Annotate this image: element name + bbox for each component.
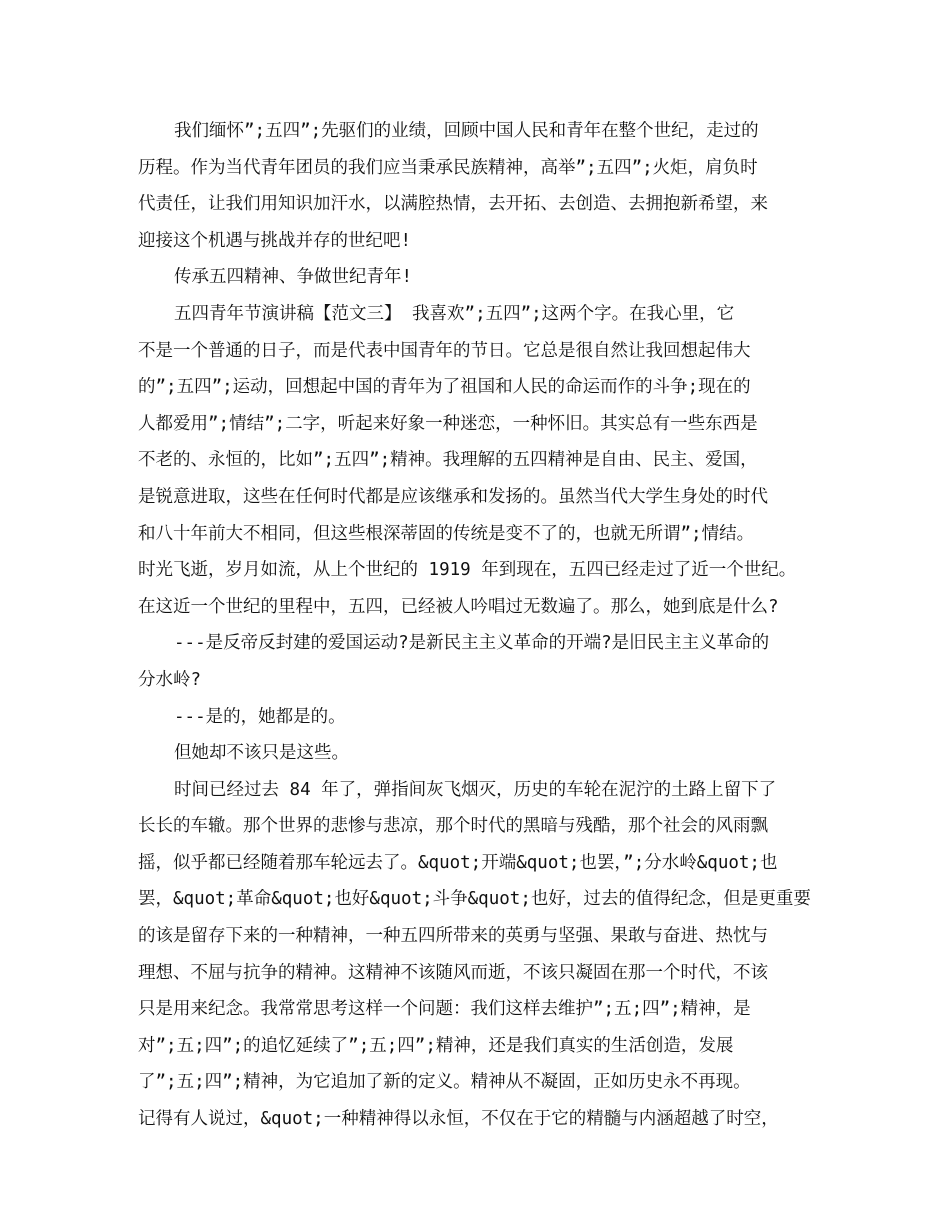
text-line: 五四青年节演讲稿【范文三】 我喜欢”;五四”;这两个字。在我心里，它 [174, 303, 735, 324]
text-line: 时光飞逝，岁月如流，从上个世纪的 1919 年到现在，五四已经走过了近一个世纪。 [138, 560, 797, 581]
document-body [138, 113, 818, 1138]
text-line: 不老的、永恒的，比如”;五四”;精神。我理解的五四精神是自由、民主、爱国， [138, 450, 758, 471]
text-line: 长长的车辙。那个世界的悲惨与悲凉，那个时代的黑暗与残酷，那个社会的风雨飘 [138, 816, 768, 837]
text-line: 我们缅怀”;五四”;先驱们的业绩，回顾中国人民和青年在整个世纪，走过的 [174, 121, 759, 141]
text-line: 记得有人说过，&quot;一种精神得以永恒，不仅在于它的精髓与内涵超越了时空， [138, 1109, 779, 1130]
text-line: 对”;五;四”;的追忆延续了”;五;四”;精神，还是我们真实的生活创造，发展 [138, 1035, 734, 1056]
text-line: 的”;五四”;运动，回想起中国的青年为了祖国和人民的命运而作的斗争;现在的 [138, 377, 751, 398]
text-line: 只是用来纪念。我常常思考这样一个问题：我们这样去维护”;五;四”;精神，是 [138, 999, 751, 1020]
text-line: ---是的，她都是的。 [174, 706, 346, 727]
text-line: 在这近一个世纪的里程中，五四，已经被人吟唱过无数遍了。那么，她到底是什么? [138, 596, 779, 617]
text-line: 迎接这个机遇与挑战并存的世纪吧! [138, 230, 412, 251]
text-line: 的该是留存下来的一种精神，一种五四所带来的英勇与坚强、果敢与奋进、热忱与 [138, 926, 768, 947]
text-line: 摇，似乎都已经随着那车轮远去了。&quot;开端&quot;也罢，”;分水岭&quot;也 [138, 852, 778, 873]
text-line: 但她却不该只是这些。 [174, 743, 349, 764]
text-line: 和八十年前大不相同，但这些根深蒂固的传统是变不了的，也就无所谓”;情结。 [138, 523, 755, 544]
text-line: 传承五四精神、争做世纪青年! [174, 267, 413, 288]
text-line: 代责任，让我们用知识加汗水，以满腔热情，去开拓、去创造、去拥抱新希望，来 [138, 194, 768, 215]
text-line: 罢，&quot;革命&quot;也好&quot;斗争&quot;也好，过去的值得纪念，但是更重要 [138, 889, 811, 910]
text-line: 历程。作为当代青年团员的我们应当秉承民族精神，高举”;五四”;火炬，肩负时 [138, 157, 758, 178]
text-line: 是锐意进取，这些在任何时代都是应该继承和发扬的。虽然当代大学生身处的时代 [138, 486, 768, 507]
text-line: ---是反帝反封建的爱国运动?是新民主主义革命的开端?是旧民主主义革命的 [174, 633, 770, 654]
text-line: 分水岭? [138, 669, 202, 690]
text-line: 理想、不屈与抗争的精神。这精神不该随风而逝，不该只凝固在那一个时代，不该 [138, 962, 768, 983]
text-line: 时间已经过去 84 年了，弹指间灰飞烟灭，历史的车轮在泥泞的土路上留下了 [174, 779, 777, 800]
text-line: 了”;五;四”;精神，为它追加了新的定义。精神从不凝固，正如历史永不再现。 [138, 1072, 751, 1093]
text-line: 人都爱用”;情结”;二字，听起来好象一种迷恋，一种怀旧。其实总有一些东西是 [138, 413, 758, 434]
text-line: 不是一个普通的日子，而是代表中国青年的节日。它总是很自然让我回想起伟大 [138, 340, 751, 361]
